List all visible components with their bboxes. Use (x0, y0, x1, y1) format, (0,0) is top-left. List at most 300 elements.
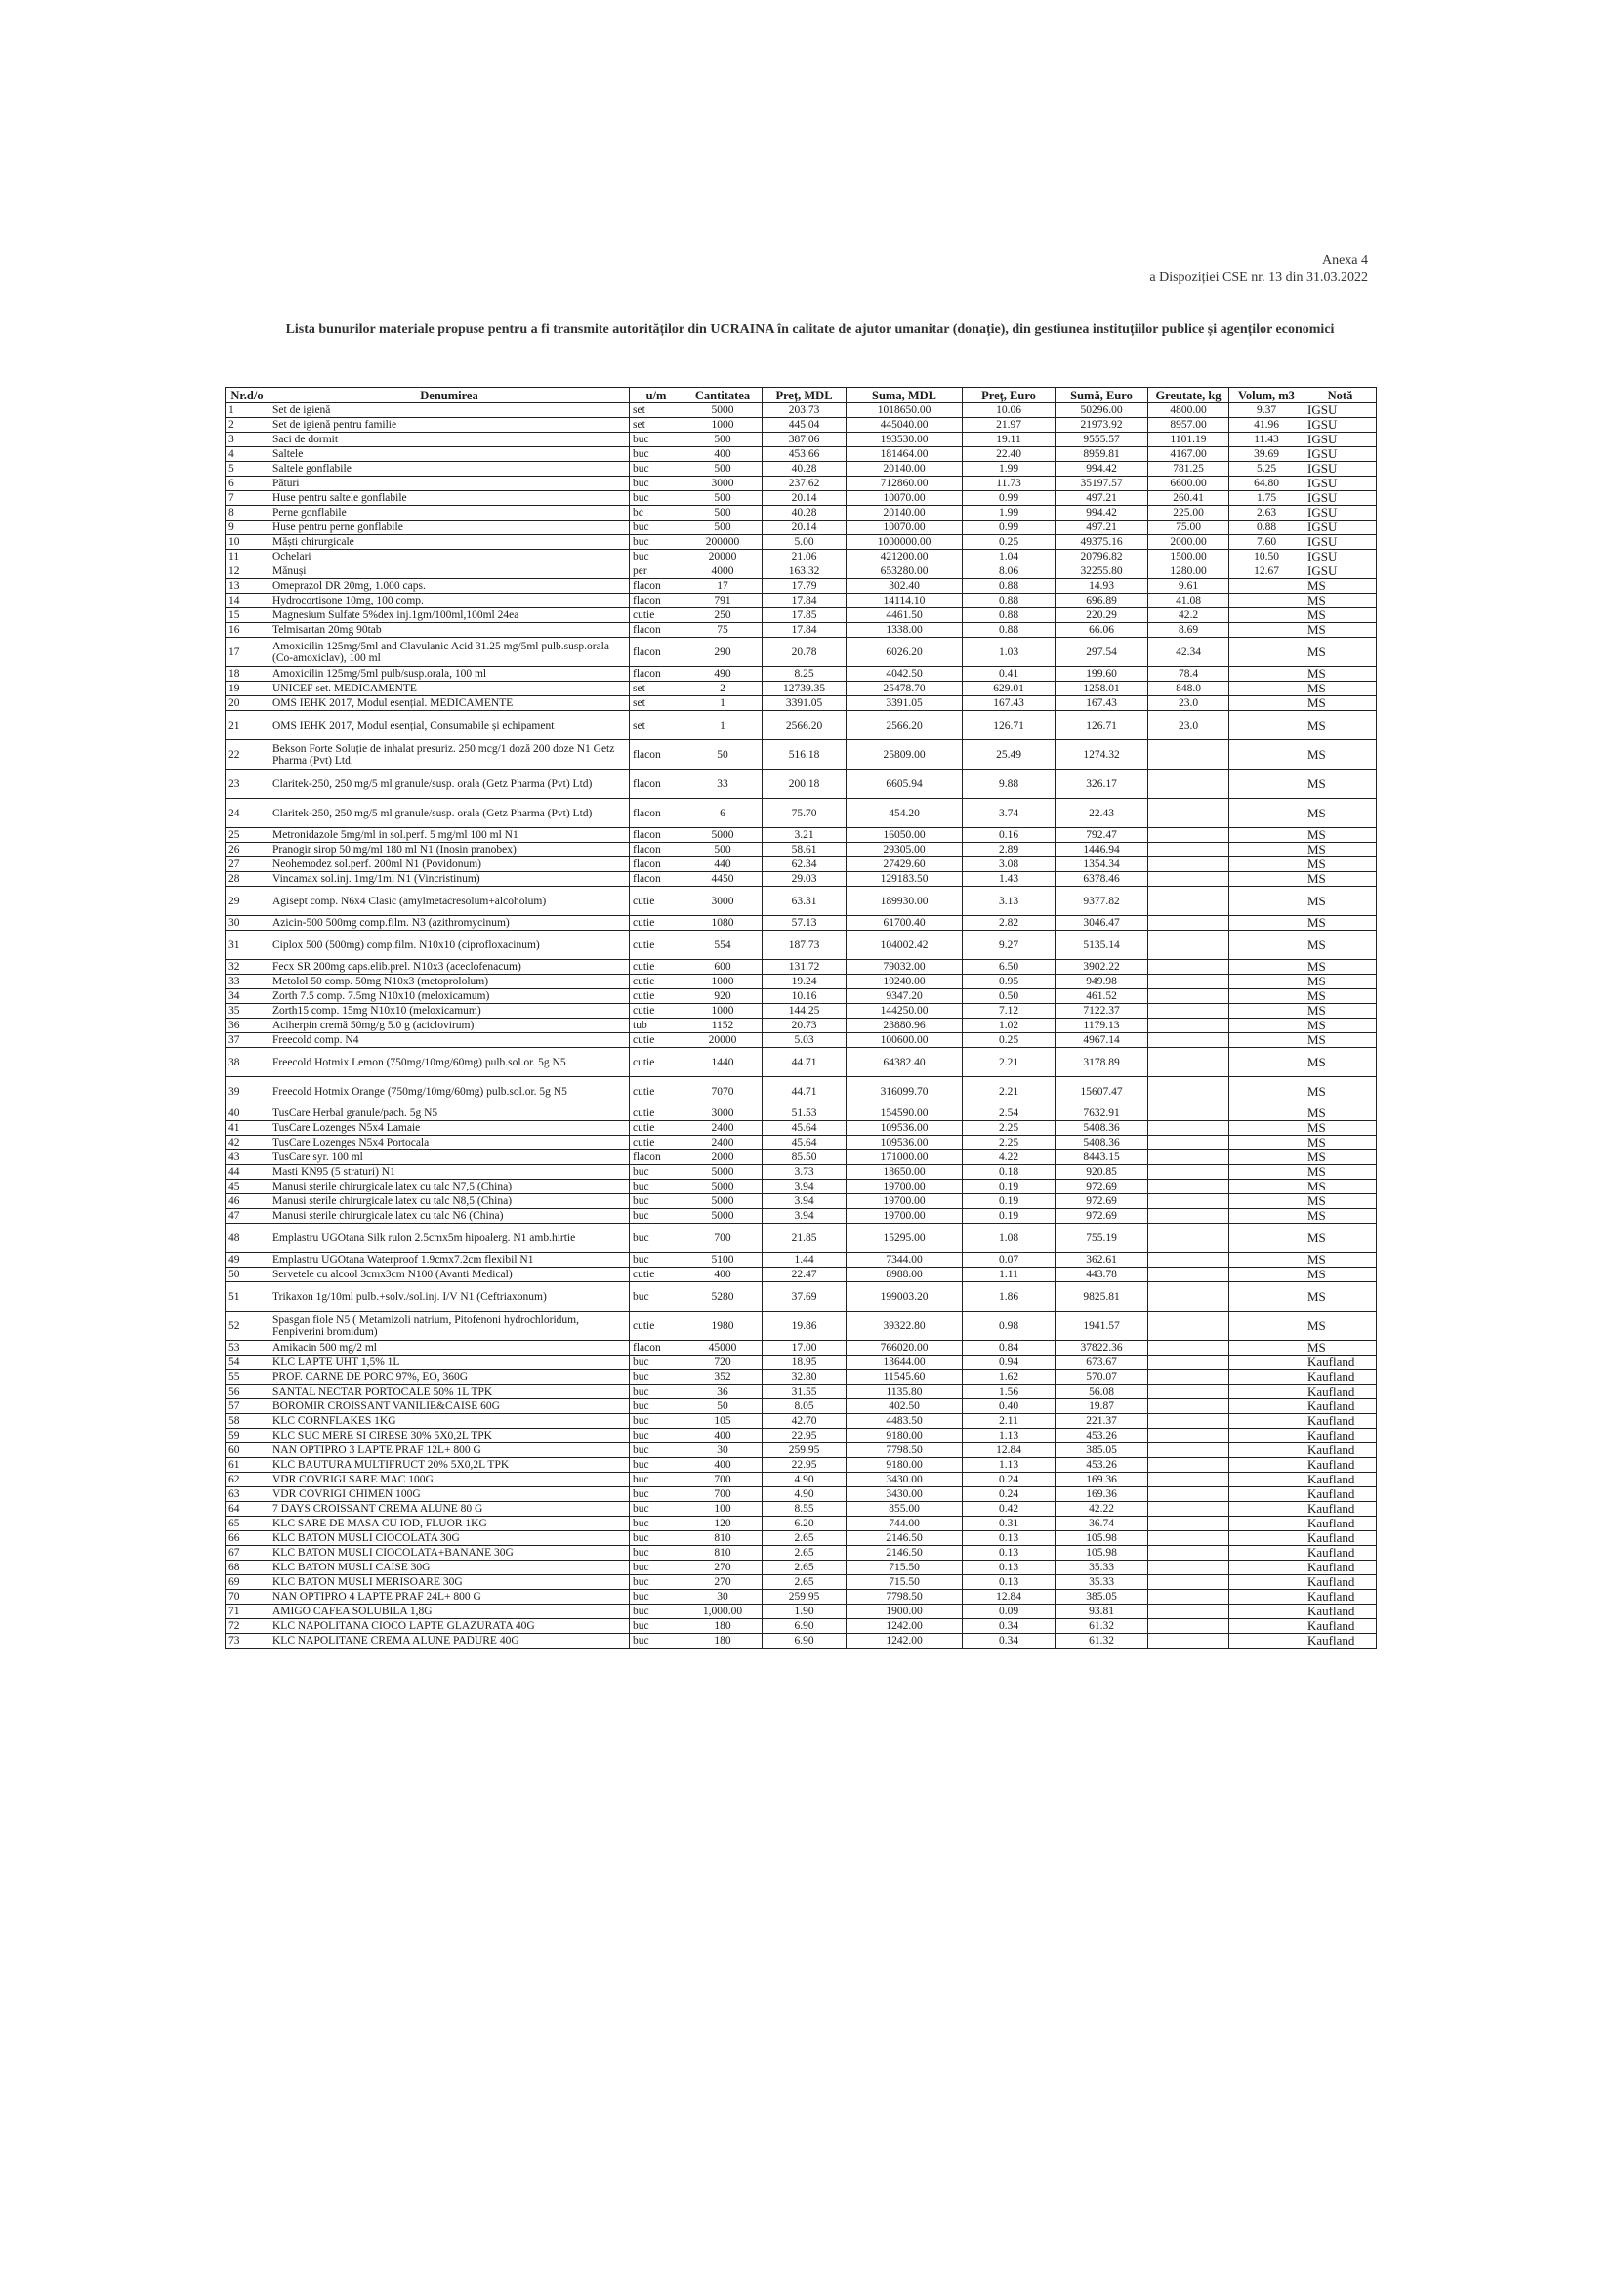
price-mdl: 45.64 (763, 1121, 847, 1136)
weight-kg (1148, 916, 1229, 931)
note: Kaufland (1304, 1561, 1377, 1575)
item-name: Metronidazole 5mg/ml in sol.perf. 5 mg/ml 100 ml N1 (269, 828, 630, 843)
unit: buc (630, 1487, 683, 1502)
row-number: 20 (226, 696, 269, 711)
quantity: 5000 (683, 1194, 763, 1209)
weight-kg (1148, 828, 1229, 843)
item-name: VDR COVRIGI CHIMEN 100G (269, 1487, 630, 1502)
item-name: Masti KN95 (5 straturi) N1 (269, 1165, 630, 1180)
row-number: 54 (226, 1356, 269, 1370)
row-number: 26 (226, 843, 269, 857)
note: MS (1304, 1224, 1377, 1253)
item-name: Claritek-250, 250 mg/5 ml granule/susp. orala (Getz Pharma (Pvt) Ltd) (269, 770, 630, 799)
unit: set (630, 696, 683, 711)
sum-mdl: 9180.00 (847, 1429, 963, 1443)
row-number: 60 (226, 1443, 269, 1458)
price-mdl: 22.95 (763, 1429, 847, 1443)
quantity: 352 (683, 1370, 763, 1385)
price-eur: 0.25 (963, 1033, 1056, 1048)
volume-m3 (1229, 623, 1304, 638)
note: MS (1304, 1048, 1377, 1077)
row-number: 64 (226, 1502, 269, 1517)
row-number: 12 (226, 564, 269, 579)
sum-eur: 8443.15 (1056, 1150, 1148, 1165)
item-name: Servetele cu alcool 3cmx3cm N100 (Avanti Medical) (269, 1268, 630, 1282)
weight-kg (1148, 1077, 1229, 1106)
quantity: 5000 (683, 1209, 763, 1224)
price-mdl: 17.84 (763, 623, 847, 638)
volume-m3 (1229, 843, 1304, 857)
sum-mdl: 23880.96 (847, 1019, 963, 1033)
weight-kg (1148, 1531, 1229, 1546)
unit: buc (630, 1590, 683, 1605)
unit: buc (630, 1194, 683, 1209)
sum-mdl: 2146.50 (847, 1531, 963, 1546)
note: MS (1304, 682, 1377, 696)
table-row (226, 535, 1377, 550)
item-name: Perne gonflabile (269, 506, 630, 521)
price-mdl: 445.04 (763, 418, 847, 433)
note: MS (1304, 799, 1377, 828)
weight-kg (1148, 1634, 1229, 1649)
price-eur: 0.34 (963, 1634, 1056, 1649)
item-name: TusCare Lozenges N5x4 Lamaie (269, 1121, 630, 1136)
sum-mdl: 19700.00 (847, 1209, 963, 1224)
item-name: Saltele gonflabile (269, 462, 630, 477)
note: MS (1304, 740, 1377, 770)
row-number: 24 (226, 799, 269, 828)
unit: flacon (630, 579, 683, 594)
col-header: Nr.d/o (226, 388, 269, 403)
volume-m3 (1229, 1517, 1304, 1531)
unit: buc (630, 1370, 683, 1385)
item-name: Bekson Forte Soluție de inhalat presuriz. 250 mcg/1 doză 200 doze N1 Getz Pharma (Pvt) Ltd. (269, 740, 630, 770)
table-row (226, 564, 1377, 579)
quantity: 1,000.00 (683, 1605, 763, 1619)
quantity: 500 (683, 506, 763, 521)
unit: flacon (630, 770, 683, 799)
volume-m3 (1229, 1561, 1304, 1575)
price-mdl: 21.85 (763, 1224, 847, 1253)
weight-kg (1148, 1370, 1229, 1385)
price-mdl: 3391.05 (763, 696, 847, 711)
table-row (226, 857, 1377, 872)
sum-mdl: 1000000.00 (847, 535, 963, 550)
price-eur: 0.50 (963, 989, 1056, 1004)
unit: cutie (630, 1048, 683, 1077)
volume-m3 (1229, 916, 1304, 931)
unit: buc (630, 1414, 683, 1429)
col-header: Sumă, Euro (1056, 388, 1148, 403)
table-row (226, 1370, 1377, 1385)
note: Kaufland (1304, 1473, 1377, 1487)
price-mdl: 144.25 (763, 1004, 847, 1019)
price-eur: 0.13 (963, 1561, 1056, 1575)
unit: cutie (630, 1106, 683, 1121)
weight-kg (1148, 1209, 1229, 1224)
quantity: 500 (683, 843, 763, 857)
sum-mdl: 6605.94 (847, 770, 963, 799)
unit: buc (630, 447, 683, 462)
quantity: 3000 (683, 887, 763, 916)
price-mdl: 237.62 (763, 477, 847, 491)
note: Kaufland (1304, 1531, 1377, 1546)
item-name: Magnesium Sulfate 5%dex inj.1gm/100ml,100ml 24ea (269, 608, 630, 623)
note: MS (1304, 594, 1377, 608)
note: MS (1304, 1136, 1377, 1150)
item-name: OMS IEHK 2017, Modul esențial, Consumabile și echipament (269, 711, 630, 740)
table-row (226, 1136, 1377, 1150)
note: MS (1304, 989, 1377, 1004)
note: MS (1304, 931, 1377, 960)
row-number: 47 (226, 1209, 269, 1224)
sum-mdl: 19700.00 (847, 1180, 963, 1194)
sum-eur: 7122.37 (1056, 1004, 1148, 1019)
volume-m3: 1.75 (1229, 491, 1304, 506)
sum-eur: 385.05 (1056, 1590, 1148, 1605)
sum-mdl: 421200.00 (847, 550, 963, 564)
quantity: 7070 (683, 1077, 763, 1106)
weight-kg (1148, 1341, 1229, 1356)
item-name: KLC BATON MUSLI CIOCOLATA 30G (269, 1531, 630, 1546)
row-number: 21 (226, 711, 269, 740)
price-eur: 0.88 (963, 594, 1056, 608)
note: MS (1304, 843, 1377, 857)
sum-eur: 37822.36 (1056, 1341, 1148, 1356)
note: IGSU (1304, 477, 1377, 491)
sum-eur: 14.93 (1056, 579, 1148, 594)
sum-mdl: 193530.00 (847, 433, 963, 447)
sum-eur: 1941.57 (1056, 1312, 1148, 1341)
row-number: 52 (226, 1312, 269, 1341)
price-eur: 1.43 (963, 872, 1056, 887)
table-row (226, 1634, 1377, 1649)
sum-eur: 1354.34 (1056, 857, 1148, 872)
price-eur: 0.98 (963, 1312, 1056, 1341)
sum-eur: 221.37 (1056, 1414, 1148, 1429)
note: MS (1304, 1077, 1377, 1106)
item-name: AMIGO CAFEA SOLUBILA 1,8G (269, 1605, 630, 1619)
item-name: Azicin-500 500mg comp.film. N3 (azithromycinum) (269, 916, 630, 931)
item-name: Set de igienă (269, 403, 630, 418)
sum-eur: 220.29 (1056, 608, 1148, 623)
item-name: Saltele (269, 447, 630, 462)
col-header: Preț, MDL (763, 388, 847, 403)
col-header: u/m (630, 388, 683, 403)
row-number: 50 (226, 1268, 269, 1282)
unit: buc (630, 1458, 683, 1473)
volume-m3 (1229, 579, 1304, 594)
quantity: 791 (683, 594, 763, 608)
table-row (226, 1458, 1377, 1473)
price-mdl: 20.78 (763, 638, 847, 667)
quantity: 180 (683, 1619, 763, 1634)
volume-m3 (1229, 931, 1304, 960)
volume-m3 (1229, 975, 1304, 989)
weight-kg (1148, 1575, 1229, 1590)
note: IGSU (1304, 462, 1377, 477)
item-name: Huse pentru saltele gonflabile (269, 491, 630, 506)
volume-m3 (1229, 1136, 1304, 1150)
volume-m3 (1229, 682, 1304, 696)
item-name: Zorth 7.5 comp. 7.5mg N10x10 (meloxicamum) (269, 989, 630, 1004)
price-eur: 1.86 (963, 1282, 1056, 1312)
quantity: 5100 (683, 1253, 763, 1268)
unit: flacon (630, 638, 683, 667)
row-number: 13 (226, 579, 269, 594)
weight-kg: 23.0 (1148, 696, 1229, 711)
sum-mdl: 454.20 (847, 799, 963, 828)
quantity: 500 (683, 462, 763, 477)
item-name: Metolol 50 comp. 50mg N10x3 (metoprololum) (269, 975, 630, 989)
row-number: 62 (226, 1473, 269, 1487)
table-row (226, 799, 1377, 828)
table-row (226, 682, 1377, 696)
volume-m3: 39.69 (1229, 447, 1304, 462)
note: MS (1304, 916, 1377, 931)
weight-kg: 42.34 (1148, 638, 1229, 667)
note: MS (1304, 1253, 1377, 1268)
note: MS (1304, 638, 1377, 667)
unit: buc (630, 1531, 683, 1546)
quantity: 810 (683, 1546, 763, 1561)
sum-eur: 126.71 (1056, 711, 1148, 740)
goods-table (225, 387, 1377, 1649)
quantity: 120 (683, 1517, 763, 1531)
price-eur: 0.42 (963, 1502, 1056, 1517)
unit: buc (630, 550, 683, 564)
table-row (226, 667, 1377, 682)
price-eur: 25.49 (963, 740, 1056, 770)
sum-mdl: 16050.00 (847, 828, 963, 843)
row-number: 49 (226, 1253, 269, 1268)
note: IGSU (1304, 506, 1377, 521)
quantity: 4000 (683, 564, 763, 579)
price-eur: 0.19 (963, 1194, 1056, 1209)
item-name: Neohemodez sol.perf. 200ml N1 (Povidonum) (269, 857, 630, 872)
unit: tub (630, 1019, 683, 1033)
sum-eur: 673.67 (1056, 1356, 1148, 1370)
row-number: 28 (226, 872, 269, 887)
sum-eur: 362.61 (1056, 1253, 1148, 1268)
weight-kg (1148, 1106, 1229, 1121)
price-eur: 0.99 (963, 521, 1056, 535)
item-name: Pături (269, 477, 630, 491)
weight-kg: 225.00 (1148, 506, 1229, 521)
unit: buc (630, 1634, 683, 1649)
sum-mdl: 316099.70 (847, 1077, 963, 1106)
quantity: 500 (683, 491, 763, 506)
weight-kg (1148, 1399, 1229, 1414)
weight-kg (1148, 1590, 1229, 1605)
table-row (226, 506, 1377, 521)
note: MS (1304, 1004, 1377, 1019)
row-number: 42 (226, 1136, 269, 1150)
table-row (226, 1253, 1377, 1268)
unit: buc (630, 1561, 683, 1575)
price-mdl: 32.80 (763, 1370, 847, 1385)
unit: buc (630, 1473, 683, 1487)
sum-eur: 994.42 (1056, 462, 1148, 477)
volume-m3 (1229, 989, 1304, 1004)
price-mdl: 45.64 (763, 1136, 847, 1150)
table-row (226, 403, 1377, 418)
unit: cutie (630, 1136, 683, 1150)
weight-kg (1148, 872, 1229, 887)
unit: flacon (630, 857, 683, 872)
table-row (226, 1399, 1377, 1414)
price-eur: 21.97 (963, 418, 1056, 433)
unit: per (630, 564, 683, 579)
sum-eur: 50296.00 (1056, 403, 1148, 418)
row-number: 39 (226, 1077, 269, 1106)
sum-mdl: 1135.80 (847, 1385, 963, 1399)
item-name: KLC BATON MUSLI MERISOARE 30G (269, 1575, 630, 1590)
sum-eur: 792.47 (1056, 828, 1148, 843)
price-eur: 2.21 (963, 1077, 1056, 1106)
sum-eur: 21973.92 (1056, 418, 1148, 433)
table-row (226, 638, 1377, 667)
sum-mdl: 129183.50 (847, 872, 963, 887)
table-row (226, 1619, 1377, 1634)
note: Kaufland (1304, 1385, 1377, 1399)
quantity: 20000 (683, 550, 763, 564)
weight-kg: 4167.00 (1148, 447, 1229, 462)
item-name: NAN OPTIPRO 3 LAPTE PRAF 12L+ 800 G (269, 1443, 630, 1458)
sum-mdl: 154590.00 (847, 1106, 963, 1121)
note: MS (1304, 579, 1377, 594)
price-eur: 0.13 (963, 1575, 1056, 1590)
unit: buc (630, 1180, 683, 1194)
table-row (226, 1502, 1377, 1517)
quantity: 105 (683, 1414, 763, 1429)
volume-m3 (1229, 1121, 1304, 1136)
note: Kaufland (1304, 1370, 1377, 1385)
unit: flacon (630, 1150, 683, 1165)
row-number: 27 (226, 857, 269, 872)
price-mdl: 3.94 (763, 1180, 847, 1194)
unit: buc (630, 1282, 683, 1312)
unit: set (630, 682, 683, 696)
weight-kg: 8957.00 (1148, 418, 1229, 433)
note: MS (1304, 696, 1377, 711)
row-number: 70 (226, 1590, 269, 1605)
price-eur: 0.84 (963, 1341, 1056, 1356)
unit: buc (630, 1546, 683, 1561)
price-eur: 2.82 (963, 916, 1056, 931)
weight-kg (1148, 1033, 1229, 1048)
annex-header (1149, 252, 1368, 287)
quantity: 33 (683, 770, 763, 799)
quantity: 600 (683, 960, 763, 975)
col-header: Preț, Euro (963, 388, 1056, 403)
price-mdl: 1.44 (763, 1253, 847, 1268)
weight-kg (1148, 1282, 1229, 1312)
unit: buc (630, 1356, 683, 1370)
sum-eur: 42.22 (1056, 1502, 1148, 1517)
sum-eur: 1179.13 (1056, 1019, 1148, 1033)
quantity: 1440 (683, 1048, 763, 1077)
volume-m3 (1229, 1502, 1304, 1517)
unit: flacon (630, 1341, 683, 1356)
quantity: 700 (683, 1224, 763, 1253)
price-mdl: 62.34 (763, 857, 847, 872)
table-row (226, 1473, 1377, 1487)
note: IGSU (1304, 491, 1377, 506)
table-header-row (226, 388, 1377, 403)
table-row (226, 608, 1377, 623)
annex-title: Anexa 4 (1321, 253, 1368, 268)
price-mdl: 187.73 (763, 931, 847, 960)
sum-mdl: 19700.00 (847, 1194, 963, 1209)
quantity: 2 (683, 682, 763, 696)
price-eur: 0.40 (963, 1399, 1056, 1414)
table-row (226, 1282, 1377, 1312)
table-row (226, 1356, 1377, 1370)
table-row (226, 975, 1377, 989)
price-mdl: 4.90 (763, 1473, 847, 1487)
price-eur: 1.62 (963, 1370, 1056, 1385)
price-mdl: 453.66 (763, 447, 847, 462)
weight-kg (1148, 770, 1229, 799)
sum-mdl: 855.00 (847, 1502, 963, 1517)
weight-kg: 9.61 (1148, 579, 1229, 594)
price-eur: 1.11 (963, 1268, 1056, 1282)
table-row (226, 594, 1377, 608)
note: MS (1304, 608, 1377, 623)
item-name: KLC BATON MUSLI CIOCOLATA+BANANE 30G (269, 1546, 630, 1561)
col-header: Greutate, kg (1148, 388, 1229, 403)
price-eur: 1.13 (963, 1429, 1056, 1443)
quantity: 180 (683, 1634, 763, 1649)
quantity: 400 (683, 1458, 763, 1473)
note: IGSU (1304, 535, 1377, 550)
sum-eur: 9555.57 (1056, 433, 1148, 447)
row-number: 35 (226, 1004, 269, 1019)
note: Kaufland (1304, 1414, 1377, 1429)
weight-kg: 1280.00 (1148, 564, 1229, 579)
sum-eur: 56.08 (1056, 1385, 1148, 1399)
volume-m3 (1229, 1531, 1304, 1546)
sum-eur: 443.78 (1056, 1268, 1148, 1282)
sum-mdl: 712860.00 (847, 477, 963, 491)
volume-m3 (1229, 1473, 1304, 1487)
quantity: 1 (683, 696, 763, 711)
price-eur: 19.11 (963, 433, 1056, 447)
unit: buc (630, 1253, 683, 1268)
price-mdl: 17.00 (763, 1341, 847, 1356)
weight-kg (1148, 1429, 1229, 1443)
unit: buc (630, 1165, 683, 1180)
sum-mdl: 199003.20 (847, 1282, 963, 1312)
sum-mdl: 109536.00 (847, 1121, 963, 1136)
unit: flacon (630, 740, 683, 770)
row-number: 16 (226, 623, 269, 638)
sum-mdl: 109536.00 (847, 1136, 963, 1150)
price-mdl: 203.73 (763, 403, 847, 418)
unit: flacon (630, 594, 683, 608)
quantity: 36 (683, 1385, 763, 1399)
weight-kg (1148, 1004, 1229, 1019)
price-mdl: 21.06 (763, 550, 847, 564)
volume-m3 (1229, 1194, 1304, 1209)
sum-eur: 4967.14 (1056, 1033, 1148, 1048)
price-mdl: 20.14 (763, 521, 847, 535)
unit: buc (630, 491, 683, 506)
item-name: Aciherpin cremă 50mg/g 5.0 g (aciclovirum) (269, 1019, 630, 1033)
price-mdl: 57.13 (763, 916, 847, 931)
volume-m3 (1229, 1253, 1304, 1268)
